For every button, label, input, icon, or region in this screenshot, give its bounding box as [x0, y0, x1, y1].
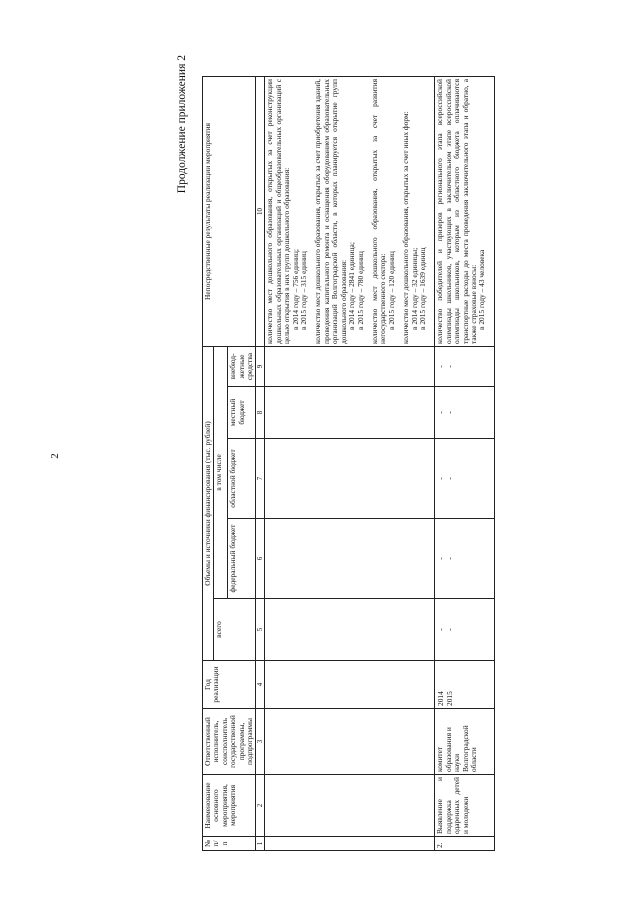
column-number: 9 — [256, 347, 265, 387]
column-number: 10 — [256, 77, 265, 347]
header-local: местный бюджет — [228, 387, 256, 439]
header-num: № п/п — [203, 837, 256, 851]
header-total: всего — [214, 599, 256, 661]
funding-table — [202, 76, 495, 851]
column-numbers-row — [256, 77, 265, 851]
header-federal: федеральный бюджет — [228, 519, 256, 599]
regional-cell: - - — [435, 439, 494, 519]
column-number: 4 — [256, 661, 265, 709]
column-number: 1 — [256, 837, 265, 851]
rotated-sheet — [0, 55, 640, 848]
result-item: количество мест дошкольного образования, открытых за счет реконструкции дошкольных образовательных организаций и общеобразовательных организаций с целью открытия в них групп дошкольного образования: в 2014 году – 756 единиц; в 2015 году – 315 единиц — [265, 79, 309, 344]
page-number: 2 — [48, 453, 61, 459]
table-row — [265, 77, 435, 851]
result-item: количество мест дошкольного образования, открытых за счет приобретения зданий, проведения капитального ремонта и оснащения оборудованием образовательных организаций Волгоградской области, в которых планируется открытие групп дошкольного образования: в 2014 году – 2841 единица; в 2015 году – 780 единиц — [313, 79, 365, 344]
header-incl: в том числе — [214, 347, 228, 599]
header-name: Наименование основного мероприятия, мероприятия — [203, 775, 256, 837]
header-year: Год реализации — [203, 661, 256, 709]
results-cell — [265, 77, 435, 347]
column-number: 3 — [256, 709, 265, 775]
row-number: 2. — [435, 837, 494, 851]
header-executor: Ответственный исполнитель, соисполнитель государственной программы, подпрограммы — [203, 709, 256, 775]
executor-name: комитет образования и науки Волгоградской области — [435, 709, 494, 775]
column-number: 7 — [256, 439, 265, 519]
header-regional: областной бюджет — [228, 439, 256, 519]
results-cell — [435, 77, 494, 347]
result-item: количество мест дошкольного образования, открытых за счет иных форм: в 2014 году – 32 единицы; в 2015 году – 1639 единиц — [401, 111, 427, 344]
local-cell: - - — [435, 387, 494, 439]
result-item: количество мест дошкольного образования, открытых за счет развития негосударственного сектора: в 2015 году – 120 единиц — [369, 79, 396, 344]
column-number: 2 — [256, 775, 265, 837]
appendix-note: Продолжение приложения 2 — [176, 55, 188, 194]
header-results: Непосредственные результаты реализации мероприятия — [203, 77, 256, 347]
federal-cell: - - — [435, 519, 494, 599]
years-cell: 2014 2015 — [435, 661, 494, 709]
landscape-page — [20, 33, 620, 867]
column-number: 8 — [256, 387, 265, 439]
header-funding: Объемы и источники финансирования (тыс. рублей) — [203, 347, 214, 661]
extra-cell: - - — [435, 347, 494, 387]
column-number: 6 — [256, 519, 265, 599]
table-row — [435, 77, 494, 851]
activity-name: Выявление и поддержка одаренных детей и молодежи — [435, 775, 494, 837]
header-extra: внебюд-жетные средства — [228, 347, 256, 387]
result-item: количество победителей и призеров регионального этапа всероссийской олимпиады школьников, участвующих в заключительном этапе всероссийской олимпиады школьников, которым из областного бюджета оплачиваются транспортные расходы до места проведения заключительного этапа и обратно, а также страховые взносы: в 2015 году – 43 человека — [435, 79, 487, 344]
total-cell: - - — [435, 599, 494, 661]
column-number: 5 — [256, 599, 265, 661]
